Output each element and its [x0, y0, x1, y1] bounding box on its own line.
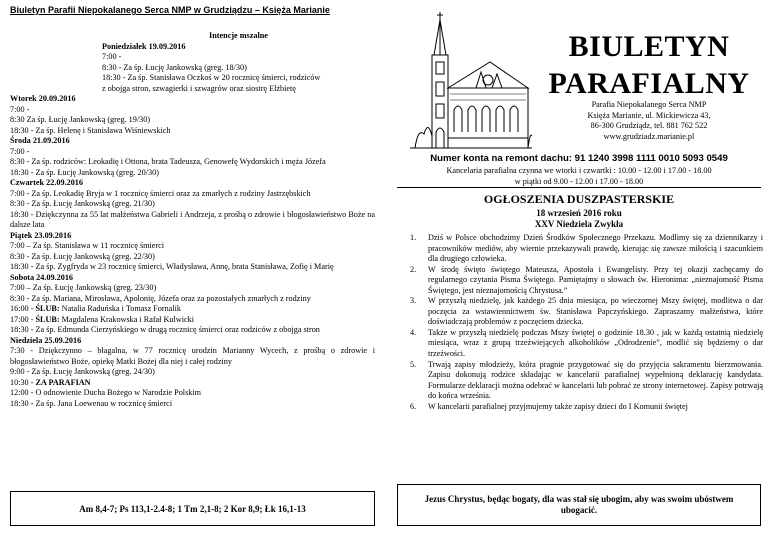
wedding-line: 16:00 - ŚLUB: Natalia Raduńska i Tomasz Fornalik — [10, 304, 181, 313]
parish-mass-line: 10:30 - ZA PARAFIAN — [10, 377, 91, 387]
intention-line: 7:00 – Za śp. Stanisława w 11 rocznicę śmierci — [10, 241, 165, 250]
address-line: Księża Marianie, ul. Mickiewicza 43, — [587, 110, 711, 120]
day-heading: Sobota 24.09.2016 — [10, 272, 74, 282]
announcements-date — [397, 208, 761, 230]
title-line: BIULETYN — [568, 30, 730, 63]
intention-line: 8:30 Za śp. Łucję Jankowską (greg. 19/30) — [10, 115, 151, 124]
intention-line: 7:30 - Dziękczynno – błagalna, w 77 rocznicę urodzin Marianny Wycech, z prośbą o zdrowie i błogosławieństwo Boże, opiekę Matki Bożej dla niej i całej rodziny — [10, 346, 375, 366]
intention-line: 8:30 - Za śp. Łucję Jankowską (greg. 18/30) — [102, 62, 247, 72]
announcements-title: OGŁOSZENIA DUSZPASTERSKIE — [483, 192, 675, 206]
intention-line: 8:30 - Za śp. Mariana, Mirosława, Apolonię, Józefa oraz za pozostałych zmarłych z rodziny — [10, 293, 311, 303]
office-hours — [397, 166, 761, 187]
intention-line: 18:30 - Za śp. Zygfryda w 23 rocznicę śmierci, Władysława, Annę, brata Stanisława, Zofię i Marię — [10, 262, 334, 271]
divider — [397, 187, 761, 188]
quote-text: Jezus Chrystus, będąc bogaty, dla was stał się ubogim, aby was swoim ubóstwem ubogacić. — [424, 494, 734, 515]
website-text: www.grudziadz.marianie.pl — [603, 131, 695, 141]
intention-line: 8:30 - Za śp. rodziców: Leokadię i Ottona, brata Tadeusza, Genowefę Wydorskich i męża Józefa — [10, 157, 326, 166]
intention-line: 18:30 - Za śp. Jana Loewenau w rocznicę śmierci — [10, 398, 173, 408]
bulletin-title — [536, 28, 762, 102]
day-heading: Piątek 23.09.2016 — [10, 230, 72, 240]
intention-line: 7:00 - — [10, 146, 30, 156]
intention-line: z obojga stron, szwagierki i szwagrów oraz siostrę Elżbietę — [102, 83, 296, 93]
day-heading: Wtorek 20.09.2016 — [10, 94, 76, 103]
announcement-item: 2. W środę święto świętego Mateusza, Apostoła i Ewangelisty. Przy tej okazji zachęcamy do regularnego czytania Pisma Świętego. Pamiętajmy o słowach św. Hieronima: „nieznajomość Pisma Świętego, jest nieznajomością Chrystusa.” — [410, 264, 763, 295]
announcement-item: 4. Także w przyszłą niedzielę podczas Mszy świętej o godzinie 18.30 , jak w każdą ostatnią niedzielę miesiąca, wraz z grupą trzeźwiejących alkoholików „Odrodzenie”, modlić się będziemy o dar trzeźwości. — [410, 327, 763, 359]
announcement-item: 5. Trwają zapisy młodzieży, która pragnie przygotować się do przyjęcia sakramentu bierzmowania. Zapisu dokonują rodzice składając w kancelarii parafialnej wypełnioną deklarację kandydata. Formularze deklaracji można odebrać w kancelarii lub pobrać ze strony internetowej. Zapisy potrwają do końca września. — [410, 359, 763, 401]
intention-line: 18:30 - Za śp. Edmunda Cierzyńskiego w drugą rocznicę śmierci oraz rodziców z obojga stron — [10, 325, 320, 334]
wedding-line: 17:00 - ŚLUB: Magdalena Krakowska i Rafał Kulwicki — [10, 314, 194, 324]
intention-line: 8:30 - Za śp. Łucję Jankowską (greg. 21/30) — [10, 199, 155, 208]
readings-box — [10, 491, 375, 526]
intention-line: 18:30 - Dziękczynna za 55 lat małżeństwa Gabrieli i Andrzeja, z prośbą o zdrowie i błogosławieństwo Boże na dalsze lata — [10, 209, 375, 229]
intention-line: 7:00 - — [102, 52, 122, 61]
announcements-list — [410, 233, 763, 412]
sunday-name: XXV Niedziela Zwykła — [534, 219, 624, 229]
announcement-item: 6. W kancelarii parafialnej przyjmujemy także zapisy dzieci do I Komunii świętej — [410, 401, 688, 411]
announcement-item: 3. W przyszłą niedzielę, jak każdego 25 dnia miesiąca, po wieczornej Mszy świętej, modlitwa o dar poczęcia za wstawiennictwem św. Stanisława Papczyńskiego. Zapraszamy małżeństwa, które doświadczają problemów z poczęciem dziecka. — [410, 296, 763, 327]
date-line: 18 wrzesień 2016 roku — [536, 208, 622, 218]
day-heading: Niedziela 25.09.2016 — [10, 335, 82, 345]
bank-account: Numer konta na remont dachu: 91 1240 3998 1111 0010 5093 0549 — [430, 153, 728, 164]
day-heading: Poniedziałek 19.09.2016 — [102, 41, 186, 51]
intention-line: 7:00 - Za śp. Leokadię Bryja w 1 rocznicę śmierci oraz za zmarłych z rodziny Jastrzębskich — [10, 188, 311, 198]
intention-line: 12:00 - O odnowienie Ducha Bożego w Narodzie Polskim — [10, 388, 202, 397]
intention-line: 8:30 - Za śp. Łucję Jankowską (greg. 22/30) — [10, 251, 155, 261]
day-heading: Środa 21.09.2016 — [10, 136, 70, 145]
church-illustration — [410, 10, 532, 150]
parish-address — [540, 100, 758, 142]
day-heading: Czwartek 22.09.2016 — [10, 178, 83, 187]
intention-line: 18:30 - Za śp. Łucję Jankowską (greg. 20/30) — [10, 167, 159, 177]
mass-intentions — [10, 31, 375, 409]
address-line: 86-300 Grudziądz, tel. 881 762 522 — [590, 121, 708, 130]
intention-line: 7:00 - — [10, 104, 30, 114]
office-hours-line: w piątki od 9.00 - 12.00 i 17.00 - 18.00 — [514, 176, 644, 186]
readings-text: Am 8,4-7; Ps 113,1-2.4-8; 1 Tm 2,1-8; 2 Kor 8,9; Łk 16,1-13 — [79, 503, 306, 514]
bulletin-header: Biuletyn Parafii Niepokalanego Serca NMP w Grudziądzu – Księża Marianie — [10, 5, 330, 15]
quote-box — [397, 484, 761, 526]
office-hours-line: Kancelaria parafialna czynna we wtorki i czwartki : 10.00 - 12.00 i 17.00 - 18.00 — [446, 166, 712, 175]
address-line: Parafia Niepokalanego Serca NMP — [591, 100, 707, 109]
intention-line: 18:30 - Za śp. Stanisława Oczkoś w 20 rocznicę śmierci, rodziców — [102, 73, 321, 82]
announcement-item: 1. Dziś w Polsce obchodzimy Dzień Środków Społecznego Przekazu. Modlimy się za dziennikarzy i pracowników mediów, aby wiernie przekazywali prawdę, kierując się zawsze miłością i szacunkiem dla drugiego człowieka. — [410, 233, 763, 264]
intention-line: 7:00 – Za śp. Łucję Jankowską (greg. 23/30) — [10, 283, 157, 292]
intention-line: 9:00 - Za śp. Łucję Jankowską (greg. 24/30) — [10, 367, 155, 376]
intentions-title: Intencje mszalne — [209, 31, 268, 40]
title-line: PARAFIALNY — [548, 67, 750, 100]
intention-line: 18:30 - Za śp. Helenę i Stanisława Wiśniewskich — [10, 125, 171, 135]
